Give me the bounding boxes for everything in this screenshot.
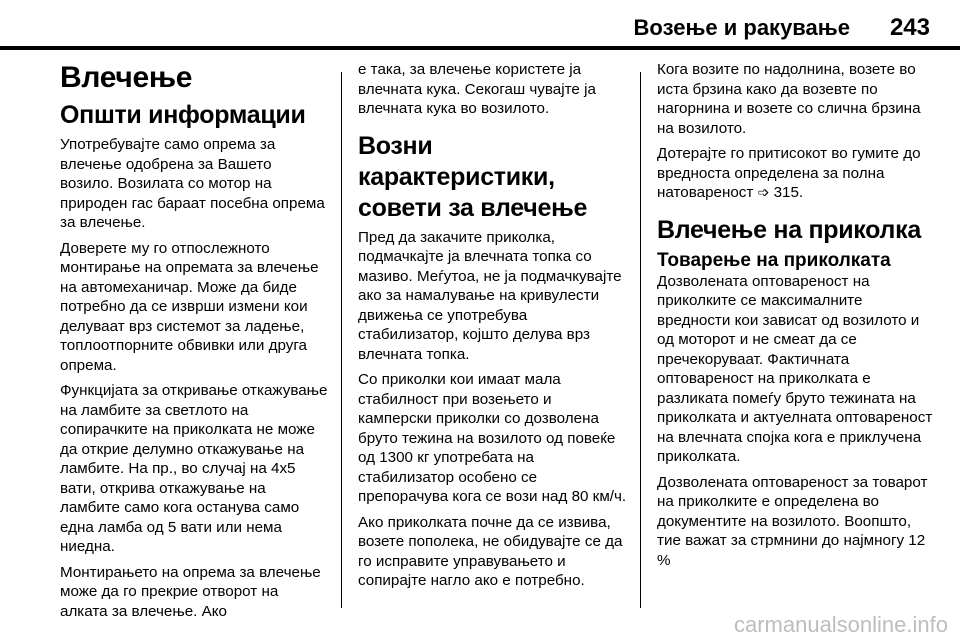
tyre-pressure-text: Дотерајте го притисокот во гумите до вредноста определена за полна натовареност [657, 145, 921, 201]
trailer-loading-subheading: Товарење на приколката [657, 249, 891, 271]
paragraph: Дозволената оптовареност на приколките се максималните вредности кои зависат од возилото и од моторот и не смеат да се пречекоруваат. Фактичната оптовареност на приколката е разликата помеѓу бруто тежината на приколката и актуелната оптовареност на влечната спојка кога е приклучена приколката. [657, 272, 933, 465]
section-title: Возење и ракување [633, 15, 850, 40]
paragraph: Функцијата за откривање откажување на ламбите за светлото на сопирачките на приколката не може да открие делумно откажување на ламбите. На пр., во случај на 4x5 вати, открива откажување на ламбите само кога останува само една ламба од 5 вати или нема ниедна. [60, 382, 328, 555]
paragraph [657, 144, 935, 203]
page-reference[interactable]: 315. [773, 184, 804, 201]
paragraph: е така, за влечење користете ја влечната кука. Секогаш чувајте ја влечната кука во возилото. [358, 61, 596, 117]
column-divider [341, 72, 342, 608]
driving-characteristics-heading: Возни карактеристики, совети за влечење [358, 131, 588, 222]
page-number: 243 [889, 14, 930, 41]
trailer-towing-heading: Влечење на приколка [657, 215, 921, 244]
watermark: carmanualsonline.info [733, 612, 948, 637]
column-2 [358, 60, 628, 597]
paragraph: Монтирањето на опрема за влечење може да го прекрие отворот на алката за влечење. Ако [60, 563, 321, 620]
paragraph: Дозволената оптовареност за товарот на приколките е определена во документите на возилото. Воопшто, тие важат за стрмнини до најмногу 12 % [657, 473, 928, 569]
general-info-heading: Општи информации [60, 101, 306, 129]
paragraph: Пред да закачите приколка, подмачкајте ја влечната топка со мазиво. Меѓутоа, не ја подмачкувајте ако за намалување на кривулести движења се употребува стабилизатор, којшто делува врз влечната топка. [358, 228, 622, 363]
paragraph: Со приколки кои имаат мала стабилност при возењето и камперски приколки со дозволена бруто тежина на возилото од повеќе од 1300 кг употребата на стабилизатор особено се препорачува кога се вози над 80 км/ч. [358, 371, 627, 505]
page-reference-icon: ➩ [757, 184, 770, 200]
column-divider [640, 72, 641, 608]
header-rule [0, 46, 960, 50]
column-1 [60, 60, 328, 627]
column-3 [657, 60, 935, 576]
chapter-title: Влечење [60, 61, 193, 94]
paragraph: Доверете му го отпослежното монтирање на опремата за влечење на автомеханичар. Може да биде потребно да се изврши измени кои делуваат врз системот за ладење, топлоотпорните обвивки или друга опрема. [60, 239, 319, 374]
page-header [634, 14, 930, 42]
paragraph: Кога возите по надолнина, возете во иста брзина како да возевте по нагорнина и возете со слична брзина на возилото. [657, 61, 921, 137]
paragraph: Ако приколката почне да се извива, возете пополека, не обидувајте се да го исправите управувањето и сопирајте нагло ако е потребно. [358, 513, 623, 589]
paragraph: Употребувајте само опрема за влечење одобрена за Вашето возило. Возилата со мотор на природен гас бараат посебна опрема за влечење. [60, 136, 325, 231]
